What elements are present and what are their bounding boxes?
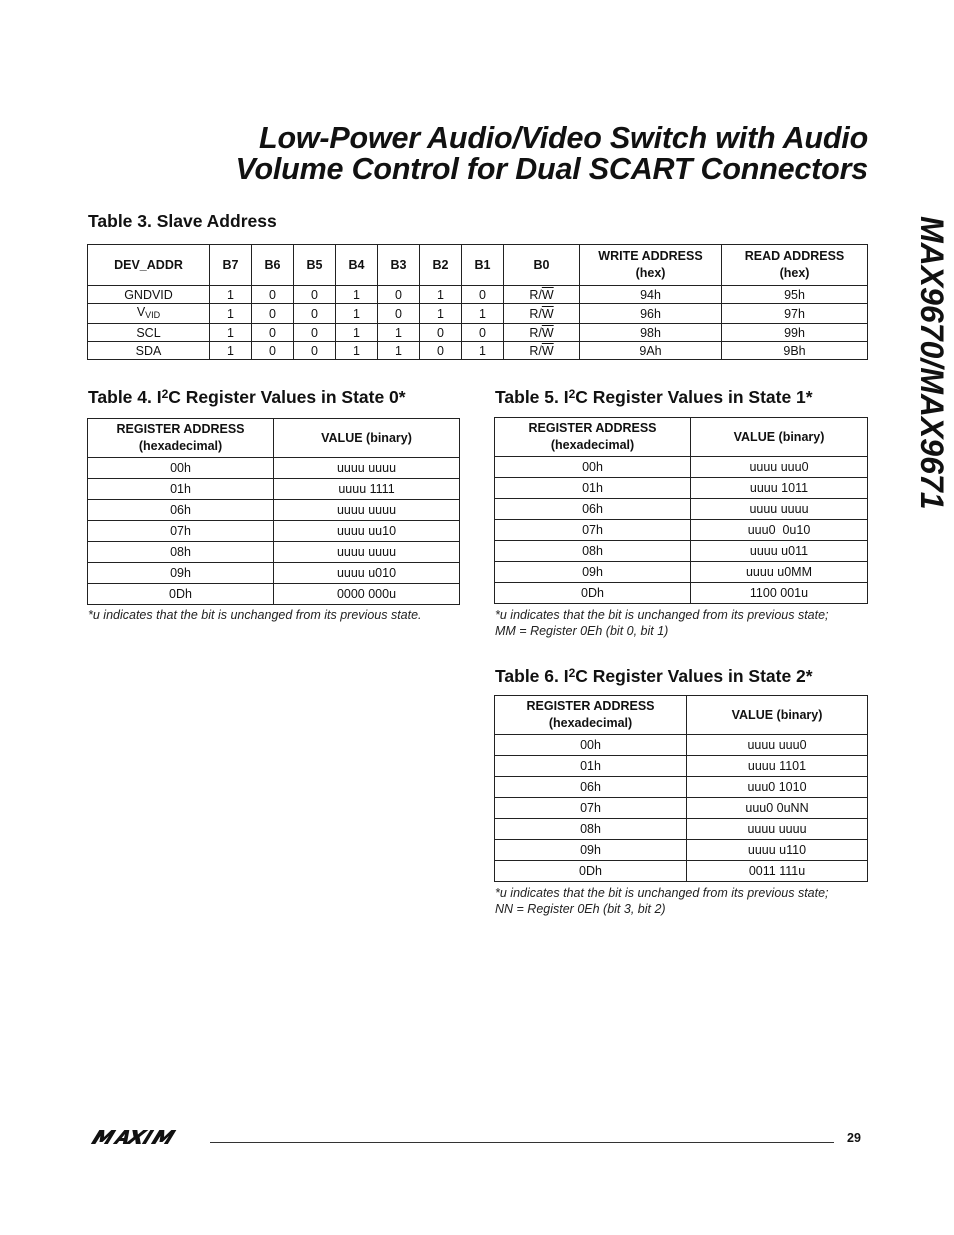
register-value-cell: uuuu uuuu: [274, 458, 460, 479]
table-row: [495, 499, 868, 520]
table6-header-row: [495, 696, 868, 735]
register-address-cell: 06h: [495, 777, 687, 798]
register-value-cell: 1100 001u: [691, 583, 868, 604]
register-address-cell: 01h: [88, 479, 274, 500]
table-row: [88, 286, 868, 304]
table-row: [495, 819, 868, 840]
table-row: [495, 756, 868, 777]
table-row: [495, 861, 868, 882]
register-value-cell: uuu0 0uNN: [687, 798, 868, 819]
table-row: [495, 583, 868, 604]
col-header-b4: B4: [336, 245, 378, 286]
table-row: [88, 542, 460, 563]
register-address-cell: 0Dh: [88, 584, 274, 605]
table-row: [495, 478, 868, 499]
dev-addr-cell: GNDVID: [88, 286, 210, 304]
col-header-value: VALUE (binary): [691, 418, 868, 457]
bit-cell: 1: [210, 286, 252, 304]
table-row: [88, 304, 868, 324]
footnote-line: *u indicates that the bit is unchanged from its previous state;: [495, 608, 829, 622]
dev-addr-cell: [88, 304, 210, 324]
register-value-cell: uuuu 1111: [274, 479, 460, 500]
bit-cell: 0: [420, 342, 462, 360]
footnote-line: MM = Register 0Eh (bit 0, bit 1): [495, 624, 669, 638]
register-address-cell: 0Dh: [495, 861, 687, 882]
rw-w-bar: $\overline{W}$: [541, 325, 554, 340]
bit-cell: 0: [462, 324, 504, 342]
register-value-cell: 0011 111u: [687, 861, 868, 882]
read-address-cell: 99h: [722, 324, 868, 342]
bit-cell: 1: [336, 342, 378, 360]
title-line-2: Volume Control for Dual SCART Connectors: [235, 152, 868, 186]
table-row: [88, 324, 868, 342]
register-address-cell: 07h: [495, 520, 691, 541]
rw-cell: [504, 324, 580, 342]
col-header-register-address: REGISTER ADDRESS (hexadecimal): [88, 419, 274, 458]
state2-register-table: [494, 695, 868, 882]
register-address-cell: 09h: [495, 840, 687, 861]
table-row: [495, 541, 868, 562]
table-row: [495, 520, 868, 541]
rw-r: R/: [529, 306, 542, 321]
state1-register-table: [494, 417, 868, 604]
bit-cell: 0: [294, 342, 336, 360]
register-value-cell: uuuu u010: [274, 563, 460, 584]
table-row: [88, 563, 460, 584]
register-address-cell: 06h: [495, 499, 691, 520]
bit-cell: 0: [420, 324, 462, 342]
register-address-cell: 01h: [495, 478, 691, 499]
rw-cell: [504, 342, 580, 360]
col-header-b2: B2: [420, 245, 462, 286]
register-value-cell: uuu0 1010: [687, 777, 868, 798]
title-line-1: Low-Power Audio/Video Switch with Audio: [259, 121, 868, 155]
col-header-b0: B0: [504, 245, 580, 286]
register-address-cell: 00h: [495, 457, 691, 478]
rw-cell: [504, 286, 580, 304]
maxim-logo-icon: [88, 1128, 200, 1146]
col-header-dev-addr: DEV_ADDR: [88, 245, 210, 286]
col-header-register-address: REGISTER ADDRESS (hexadecimal): [495, 696, 687, 735]
rw-r: R/: [529, 343, 542, 358]
side-part-number: MAX9670/MAX9671: [914, 216, 950, 510]
table6-caption: [495, 666, 813, 687]
bit-cell: 0: [252, 324, 294, 342]
rw-cell: [504, 304, 580, 324]
register-value-cell: uuuu uu10: [274, 521, 460, 542]
table-row: [495, 735, 868, 756]
table-row: [88, 342, 868, 360]
table4-header-row: [88, 419, 460, 458]
table-row: [495, 457, 868, 478]
footnote-line: *u indicates that the bit is unchanged from its previous state;: [495, 886, 829, 900]
col-header-b6: B6: [252, 245, 294, 286]
dev-addr-cell: SCL: [88, 324, 210, 342]
col-header-read-address: READ ADDRESS (hex): [722, 245, 868, 286]
bit-cell: 1: [378, 324, 420, 342]
write-address-cell: 98h: [580, 324, 722, 342]
register-value-cell: uuu0 0u10: [691, 520, 868, 541]
bit-cell: 0: [252, 342, 294, 360]
table3-header-row: [88, 245, 868, 286]
table5-header-row: [495, 418, 868, 457]
col-header-value: VALUE (binary): [687, 696, 868, 735]
register-value-cell: uuuu u0MM: [691, 562, 868, 583]
table5-caption: [495, 387, 813, 408]
maxim-logo: [88, 1128, 200, 1151]
register-value-cell: uuuu u110: [687, 840, 868, 861]
register-address-cell: 06h: [88, 500, 274, 521]
slave-address-table: [87, 244, 868, 360]
bit-cell: 0: [294, 324, 336, 342]
register-address-cell: 08h: [495, 819, 687, 840]
table3-caption: Table 3. Slave Address: [88, 211, 277, 231]
register-address-cell: 09h: [88, 563, 274, 584]
footer-divider: [210, 1142, 834, 1143]
caption-text: Table 5. I: [495, 387, 569, 407]
bit-cell: 1: [420, 304, 462, 324]
col-header-write-address: WRITE ADDRESS (hex): [580, 245, 722, 286]
bit-cell: 1: [378, 342, 420, 360]
bit-cell: 1: [462, 342, 504, 360]
write-address-cell: 96h: [580, 304, 722, 324]
bit-cell: 0: [294, 304, 336, 324]
caption-text: C Register Values in State 2*: [575, 666, 813, 686]
register-value-cell: uuuu uuu0: [687, 735, 868, 756]
read-address-cell: 95h: [722, 286, 868, 304]
read-address-cell: 97h: [722, 304, 868, 324]
table-row: [88, 521, 460, 542]
table5-footnote: [495, 607, 829, 639]
vvid-subscript: VID: [145, 310, 161, 320]
register-address-cell: 07h: [88, 521, 274, 542]
table-row: [88, 584, 460, 605]
caption-superscript: 2: [161, 387, 169, 401]
table-row: [495, 777, 868, 798]
bit-cell: 0: [378, 304, 420, 324]
table6-footnote: [495, 885, 829, 917]
col-header-register-address: REGISTER ADDRESS (hexadecimal): [495, 418, 691, 457]
col-header-b3: B3: [378, 245, 420, 286]
dev-addr-cell: SDA: [88, 342, 210, 360]
rw-w-bar: $\overline{W}$: [541, 343, 554, 358]
table-row: [88, 458, 460, 479]
write-address-cell: 94h: [580, 286, 722, 304]
register-value-cell: uuuu 1101: [687, 756, 868, 777]
rw-w-bar: $\overline{W}$: [541, 306, 554, 321]
rw-r: R/: [529, 287, 542, 302]
read-address-cell: 9Bh: [722, 342, 868, 360]
logo-text: MAXIM: [88, 1145, 92, 1146]
register-value-cell: uuuu uuuu: [274, 500, 460, 521]
caption-text: C Register Values in State 0*: [168, 387, 406, 407]
register-address-cell: 08h: [495, 541, 691, 562]
register-value-cell: 0000 000u: [274, 584, 460, 605]
register-value-cell: uuuu 1011: [691, 478, 868, 499]
col-header-b5: B5: [294, 245, 336, 286]
register-value-cell: uuuu uuuu: [274, 542, 460, 563]
register-value-cell: uuuu uuuu: [691, 499, 868, 520]
bit-cell: 0: [462, 286, 504, 304]
bit-cell: 1: [462, 304, 504, 324]
state0-register-table: [87, 418, 460, 605]
register-address-cell: 01h: [495, 756, 687, 777]
bit-cell: 1: [210, 324, 252, 342]
bit-cell: 1: [210, 342, 252, 360]
caption-superscript: 2: [568, 666, 576, 680]
rw-w-bar: $\overline{W}$: [541, 287, 554, 302]
bit-cell: 0: [252, 286, 294, 304]
table-row: [88, 500, 460, 521]
register-value-cell: uuuu uuu0: [691, 457, 868, 478]
bit-cell: 1: [336, 286, 378, 304]
register-address-cell: 0Dh: [495, 583, 691, 604]
register-address-cell: 00h: [88, 458, 274, 479]
register-address-cell: 00h: [495, 735, 687, 756]
register-value-cell: uuuu u011: [691, 541, 868, 562]
bit-cell: 0: [252, 304, 294, 324]
bit-cell: 0: [378, 286, 420, 304]
register-address-cell: 08h: [88, 542, 274, 563]
bit-cell: 1: [336, 304, 378, 324]
register-address-cell: 09h: [495, 562, 691, 583]
bit-cell: 0: [294, 286, 336, 304]
register-address-cell: 07h: [495, 798, 687, 819]
table-row: [88, 479, 460, 500]
caption-superscript: 2: [568, 387, 576, 401]
table4-caption: [88, 387, 406, 408]
table-row: [495, 798, 868, 819]
document-title: [235, 123, 868, 185]
page-number: 29: [847, 1131, 861, 1145]
table-row: [495, 562, 868, 583]
register-value-cell: uuuu uuuu: [687, 819, 868, 840]
vvid-main: V: [136, 305, 146, 319]
write-address-cell: 9Ah: [580, 342, 722, 360]
col-header-b1: B1: [462, 245, 504, 286]
bit-cell: 1: [336, 324, 378, 342]
table-row: [495, 840, 868, 861]
caption-text: Table 4. I: [88, 387, 162, 407]
caption-text: Table 6. I: [495, 666, 569, 686]
bit-cell: 1: [210, 304, 252, 324]
caption-text: C Register Values in State 1*: [575, 387, 813, 407]
footnote-line: NN = Register 0Eh (bit 3, bit 2): [495, 902, 666, 916]
bit-cell: 1: [420, 286, 462, 304]
col-header-value: VALUE (binary): [274, 419, 460, 458]
rw-r: R/: [529, 325, 542, 340]
col-header-b7: B7: [210, 245, 252, 286]
table4-footnote: *u indicates that the bit is unchanged from its previous state.: [88, 608, 422, 622]
